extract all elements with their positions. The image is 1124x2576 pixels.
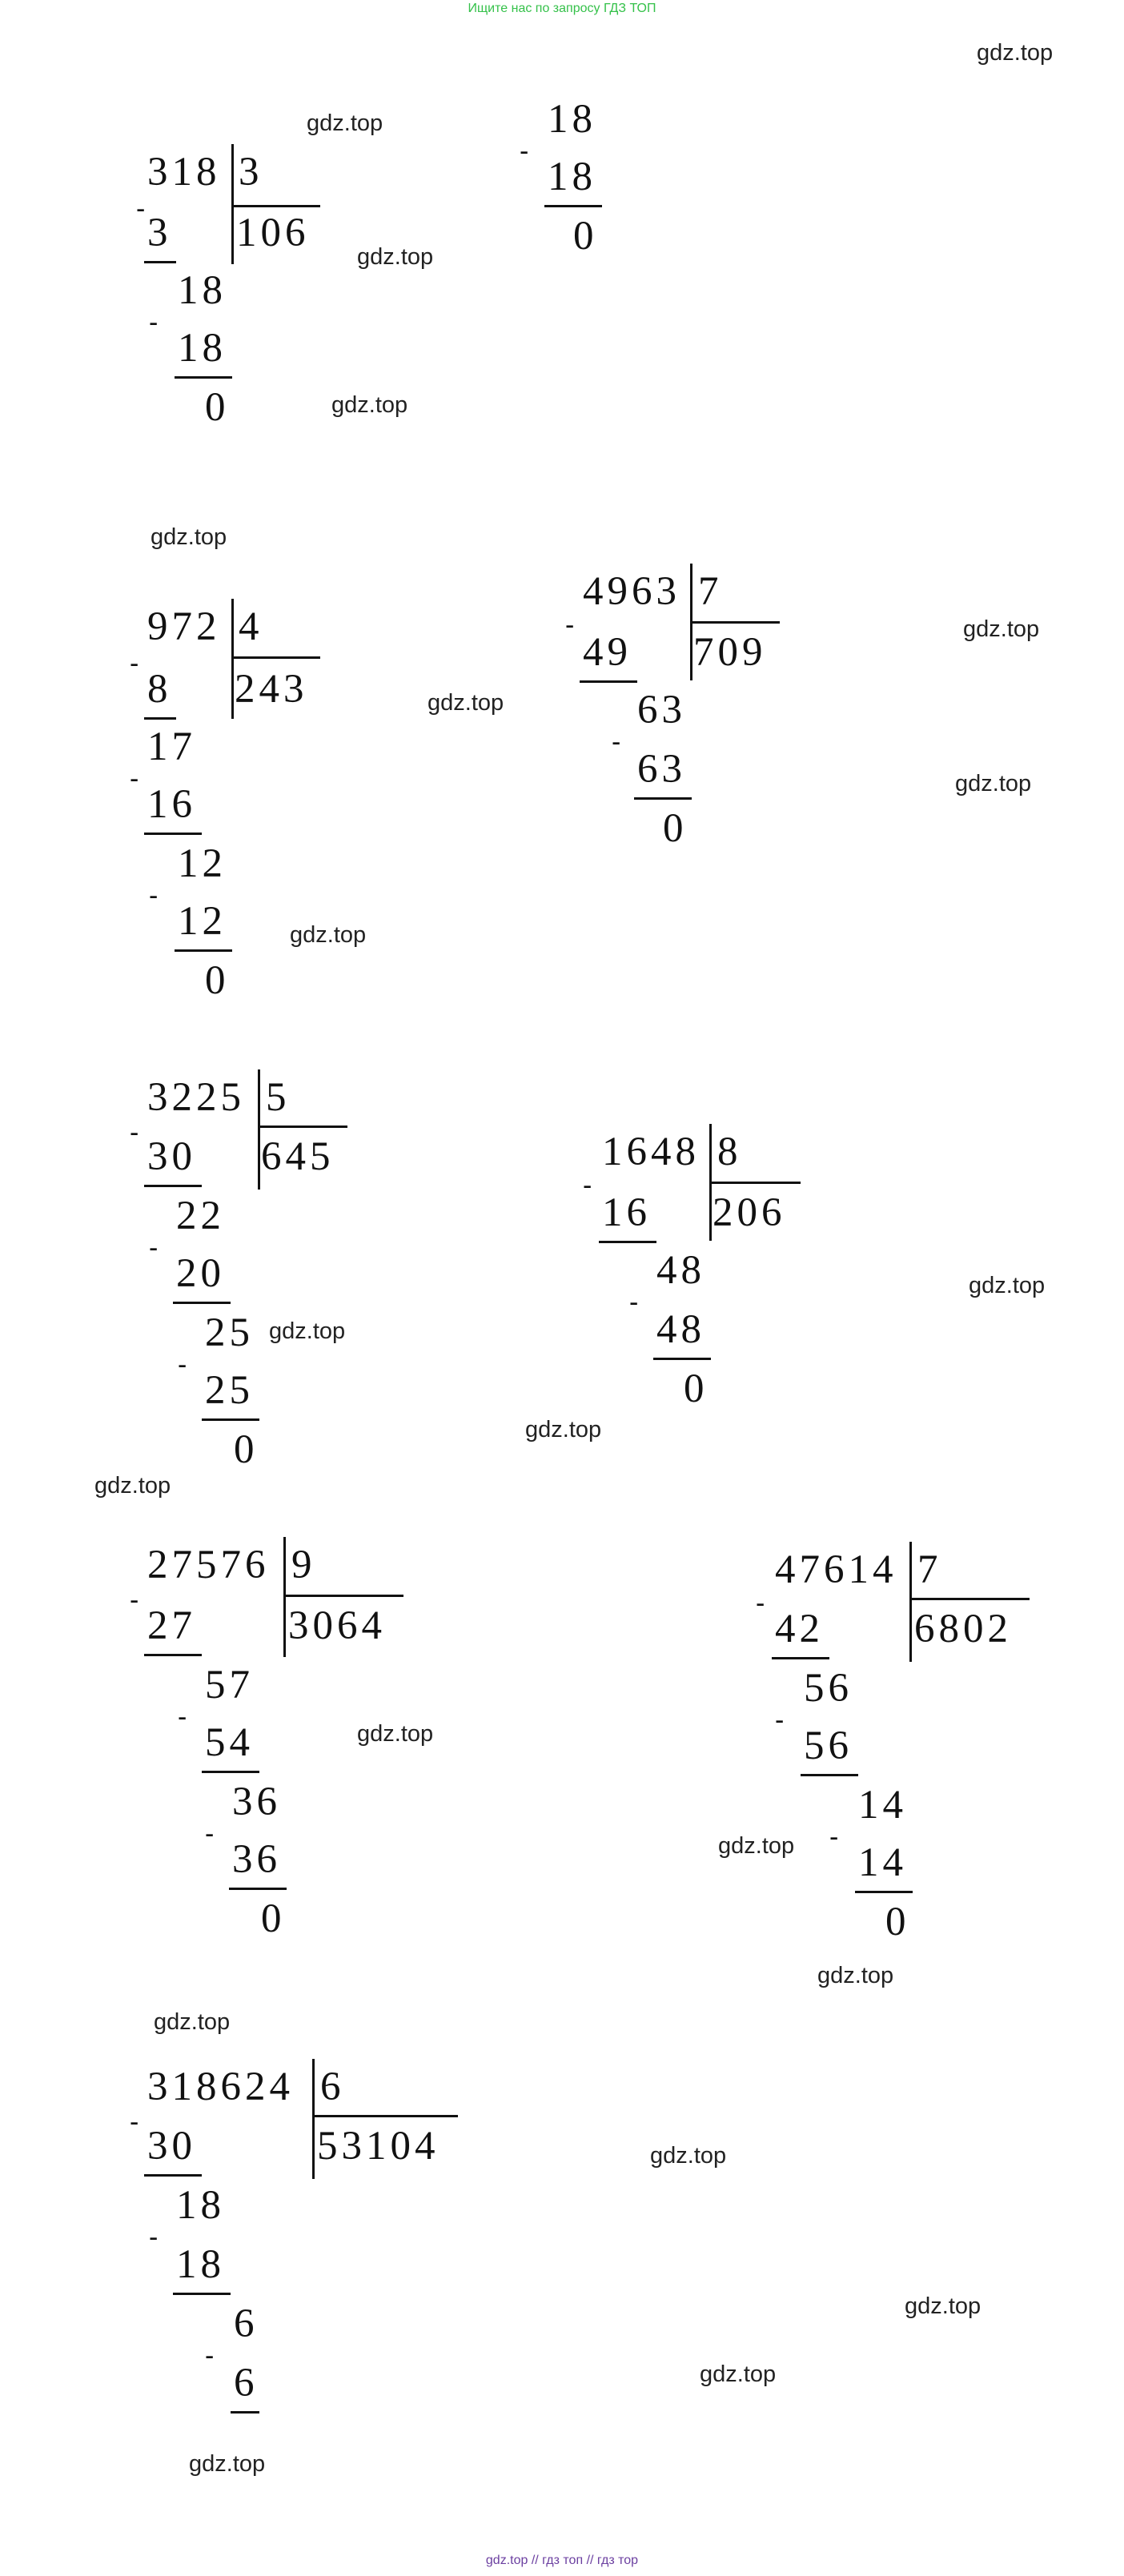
subtrahend: 30 bbox=[147, 1134, 196, 1179]
remainder: 25 bbox=[205, 1310, 254, 1355]
watermark: gdz.top bbox=[428, 690, 504, 716]
subtraction-line bbox=[653, 1358, 711, 1360]
watermark: gdz.top bbox=[269, 1318, 346, 1344]
division-bar bbox=[258, 1069, 260, 1190]
quotient-line bbox=[709, 1182, 801, 1184]
subtraction-line bbox=[144, 717, 176, 720]
subtraction-line bbox=[202, 1418, 259, 1421]
subtraction-line bbox=[144, 1654, 202, 1656]
minus-sign: - bbox=[178, 1350, 187, 1380]
watermark: gdz.top bbox=[817, 1963, 894, 1988]
remainder: 0 bbox=[205, 958, 230, 1003]
minus-sign: - bbox=[136, 194, 146, 224]
subtrahend: 49 bbox=[583, 630, 632, 675]
subtrahend: 27 bbox=[147, 1603, 196, 1648]
subtrahend: 42 bbox=[775, 1607, 824, 1651]
subtraction-line bbox=[202, 1771, 259, 1773]
remainder: 0 bbox=[234, 1427, 259, 1472]
subtrahend: 30 bbox=[147, 2124, 196, 2169]
subtraction-line bbox=[855, 1891, 913, 1893]
divisor: 3 bbox=[239, 150, 263, 195]
watermark: gdz.top bbox=[963, 616, 1040, 642]
remainder: 18 bbox=[176, 2183, 225, 2228]
subtrahend: 8 bbox=[147, 667, 172, 712]
subtrahend: 20 bbox=[176, 1251, 225, 1296]
division-bar bbox=[231, 144, 234, 264]
subtraction-line bbox=[544, 205, 602, 207]
dividend: 972 bbox=[147, 604, 221, 649]
quotient-line bbox=[312, 2115, 458, 2117]
subtrahend: 56 bbox=[804, 1723, 853, 1768]
quotient: 206 bbox=[713, 1190, 786, 1235]
subtraction-line bbox=[173, 1302, 231, 1304]
subtraction-line bbox=[772, 1657, 829, 1659]
quotient: 106 bbox=[236, 211, 310, 255]
minus-sign: - bbox=[149, 1233, 159, 1263]
divisor: 7 bbox=[917, 1547, 942, 1592]
remainder: 0 bbox=[885, 1900, 910, 1944]
minus-sign: - bbox=[130, 764, 139, 794]
minus-sign: - bbox=[130, 2107, 139, 2137]
minus-sign: - bbox=[565, 610, 575, 640]
remainder: 63 bbox=[637, 688, 686, 732]
subtrahend: 18 bbox=[548, 154, 596, 199]
dividend: 318 bbox=[147, 150, 221, 195]
remainder: 0 bbox=[261, 1896, 286, 1941]
remainder: 6 bbox=[234, 2301, 259, 2346]
watermark: gdz.top bbox=[357, 244, 434, 270]
header-banner[interactable]: Ищите нас по запросу ГДЗ ТОП bbox=[468, 2, 656, 15]
subtraction-line bbox=[144, 833, 202, 835]
subtraction-line bbox=[229, 1888, 287, 1890]
dividend: 3225 bbox=[147, 1075, 245, 1120]
minus-sign: - bbox=[612, 727, 621, 757]
remainder: 18 bbox=[548, 97, 596, 142]
remainder: 12 bbox=[178, 841, 227, 886]
subtraction-line bbox=[580, 680, 637, 683]
remainder: 48 bbox=[656, 1248, 705, 1293]
quotient: 645 bbox=[261, 1134, 335, 1179]
divisor: 8 bbox=[717, 1130, 742, 1174]
remainder: 56 bbox=[804, 1666, 853, 1711]
watermark: gdz.top bbox=[969, 1273, 1046, 1298]
subtraction-line bbox=[634, 797, 692, 800]
divisor: 5 bbox=[266, 1075, 291, 1120]
subtraction-line bbox=[801, 1774, 858, 1776]
quotient: 53104 bbox=[317, 2124, 440, 2169]
watermark: gdz.top bbox=[700, 2361, 777, 2387]
watermark: gdz.top bbox=[331, 392, 408, 418]
quotient: 243 bbox=[235, 667, 308, 712]
minus-sign: - bbox=[130, 1117, 139, 1148]
watermark: gdz.top bbox=[955, 771, 1032, 796]
minus-sign: - bbox=[205, 2341, 215, 2371]
subtrahend: 36 bbox=[232, 1837, 281, 1882]
remainder: 57 bbox=[205, 1663, 254, 1707]
quotient: 3064 bbox=[288, 1603, 386, 1648]
watermark: gdz.top bbox=[718, 1833, 795, 1859]
subtrahend: 48 bbox=[656, 1307, 705, 1352]
quotient: 709 bbox=[693, 630, 767, 675]
minus-sign: - bbox=[775, 1705, 785, 1735]
minus-sign: - bbox=[178, 1702, 187, 1732]
subtraction-line bbox=[231, 2411, 259, 2413]
watermark: gdz.top bbox=[151, 524, 227, 550]
quotient-line bbox=[690, 621, 780, 624]
subtrahend: 63 bbox=[637, 747, 686, 792]
minus-sign: - bbox=[149, 307, 159, 338]
remainder: 0 bbox=[663, 806, 688, 851]
remainder: 18 bbox=[178, 268, 227, 313]
subtraction-line bbox=[175, 376, 232, 379]
quotient-line bbox=[231, 205, 320, 207]
remainder: 22 bbox=[176, 1194, 225, 1238]
quotient-line bbox=[231, 656, 320, 659]
minus-sign: - bbox=[829, 1822, 839, 1852]
subtrahend: 54 bbox=[205, 1720, 254, 1765]
watermark: gdz.top bbox=[977, 40, 1054, 66]
quotient-line bbox=[909, 1598, 1030, 1600]
subtrahend: 16 bbox=[602, 1190, 651, 1235]
dividend: 47614 bbox=[775, 1547, 897, 1592]
subtrahend: 3 bbox=[147, 211, 172, 255]
subtraction-line bbox=[599, 1241, 656, 1243]
subtraction-line bbox=[144, 261, 176, 263]
footer-links[interactable]: gdz.top // гдз топ // гдз тор bbox=[485, 2554, 639, 2567]
watermark: gdz.top bbox=[525, 1417, 602, 1442]
dividend: 27576 bbox=[147, 1543, 270, 1587]
watermark: gdz.top bbox=[189, 2451, 266, 2477]
minus-sign: - bbox=[130, 648, 139, 679]
watermark: gdz.top bbox=[905, 2293, 981, 2319]
minus-sign: - bbox=[520, 136, 529, 167]
subtrahend: 14 bbox=[858, 1840, 907, 1885]
dividend: 318624 bbox=[147, 2064, 294, 2109]
watermark: gdz.top bbox=[290, 922, 367, 948]
subtrahend: 18 bbox=[178, 326, 227, 371]
minus-sign: - bbox=[583, 1170, 592, 1201]
minus-sign: - bbox=[756, 1588, 765, 1619]
quotient: 6802 bbox=[914, 1607, 1012, 1651]
subtrahend: 18 bbox=[176, 2242, 225, 2287]
subtrahend: 6 bbox=[234, 2361, 259, 2405]
remainder: 0 bbox=[573, 214, 598, 259]
divisor: 7 bbox=[698, 569, 723, 614]
subtrahend: 12 bbox=[178, 899, 227, 944]
subtraction-line bbox=[173, 2293, 231, 2295]
division-bar bbox=[909, 1542, 912, 1662]
remainder: 0 bbox=[684, 1366, 709, 1411]
quotient-line bbox=[258, 1125, 347, 1128]
minus-sign: - bbox=[149, 881, 159, 911]
watermark: gdz.top bbox=[650, 2143, 727, 2169]
division-bar bbox=[231, 599, 234, 719]
remainder: 17 bbox=[147, 724, 196, 769]
subtraction-line bbox=[144, 1185, 202, 1187]
minus-sign: - bbox=[205, 1819, 215, 1849]
remainder: 0 bbox=[205, 385, 230, 430]
minus-sign: - bbox=[629, 1287, 639, 1318]
divisor: 4 bbox=[239, 604, 263, 649]
minus-sign: - bbox=[130, 1585, 139, 1615]
remainder: 14 bbox=[858, 1783, 907, 1828]
division-bar bbox=[312, 2059, 315, 2179]
watermark: gdz.top bbox=[307, 110, 383, 136]
dividend: 1648 bbox=[602, 1130, 700, 1174]
divisor: 6 bbox=[320, 2064, 345, 2109]
dividend: 4963 bbox=[583, 569, 680, 614]
division-bar bbox=[283, 1537, 286, 1657]
subtrahend: 16 bbox=[147, 782, 196, 827]
subtraction-line bbox=[175, 949, 232, 952]
watermark: gdz.top bbox=[94, 1473, 171, 1499]
minus-sign: - bbox=[149, 2222, 159, 2253]
divisor: 9 bbox=[291, 1543, 316, 1587]
watermark: gdz.top bbox=[154, 2009, 231, 2035]
remainder: 36 bbox=[232, 1780, 281, 1824]
subtrahend: 25 bbox=[205, 1368, 254, 1413]
quotient-line bbox=[283, 1595, 403, 1597]
subtraction-line bbox=[144, 2174, 202, 2177]
watermark: gdz.top bbox=[357, 1721, 434, 1747]
